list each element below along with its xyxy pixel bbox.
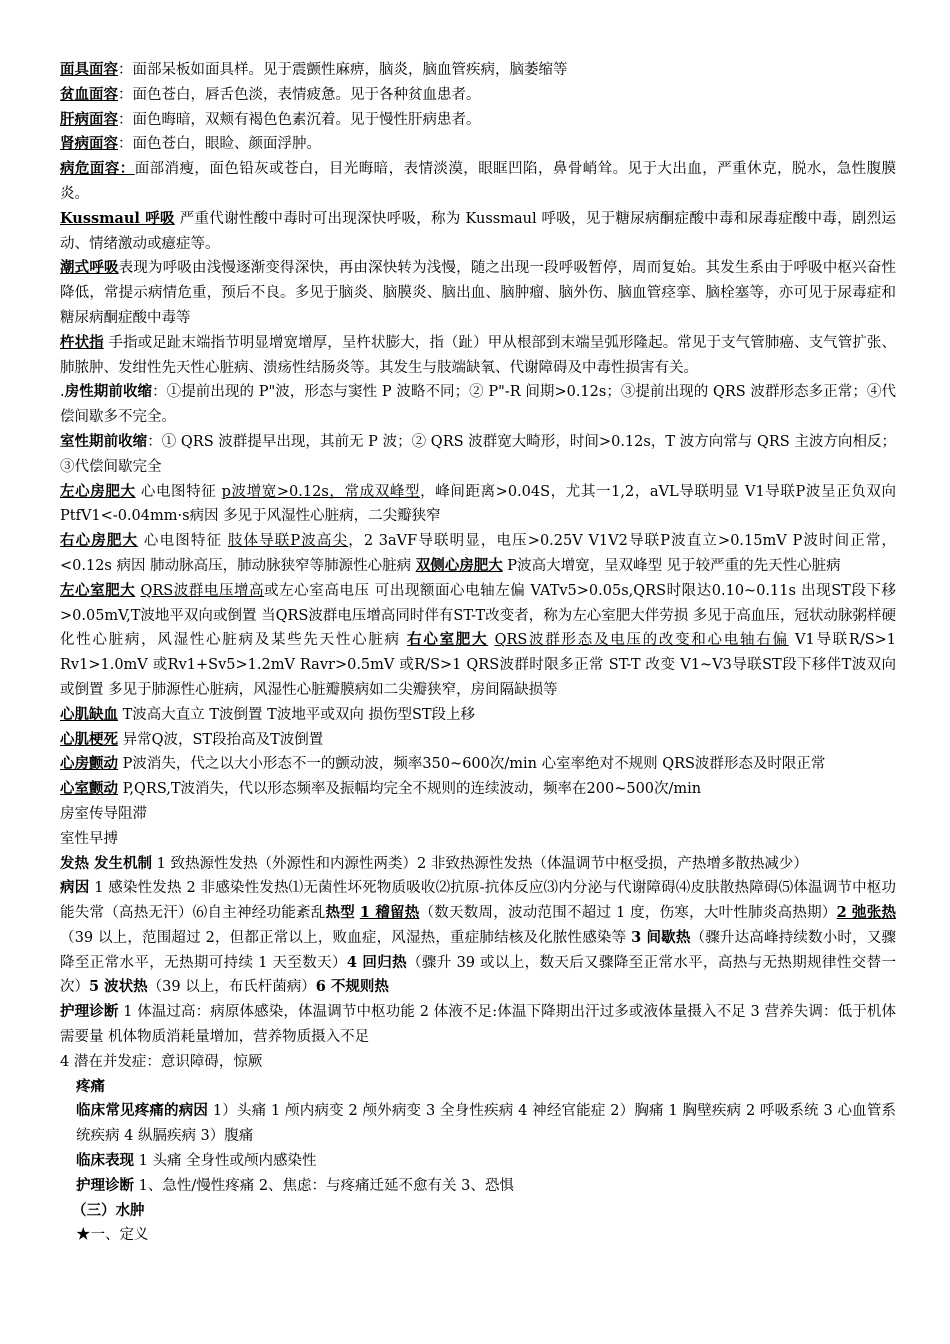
leading-dot: .	[60, 384, 65, 401]
term-heading: 心肌梗死	[60, 730, 118, 748]
paragraph-pain-causes	[60, 1099, 896, 1149]
paragraph-fever-causes	[60, 876, 896, 1000]
paragraph-myocardial-infarction	[60, 728, 896, 753]
paragraph-right-atrial-hypertrophy	[60, 529, 896, 579]
term-text: ，峰间距离>0.04S，尤其一1,2，aVL导联明显 V1导联P波呈正负双向PtfV1<-0.04mm·s病因 多见于风湿性心脏病，二尖瓣狭窄	[60, 483, 896, 525]
term-heading: 心室颤动	[60, 780, 118, 798]
term-text: P波高大增宽，呈双峰型 见于较严重的先天性心脏病	[502, 557, 841, 574]
paragraph-liver-face	[60, 108, 896, 133]
term-text: 心电图特征	[135, 483, 222, 500]
paragraph-tidal-breathing	[60, 256, 896, 330]
term-heading: 疼痛	[76, 1077, 105, 1095]
term-underlined: p波增宽>0.12s，常成双峰型	[221, 483, 421, 500]
term-text: （骤升达高峰持续数小时，又骤降至正常水平，无热期可持续 1 天至数天）	[60, 929, 897, 971]
paragraph-ventricular-premature	[60, 430, 896, 480]
term-text: T波高大直立 T波倒置 T波地平或双向 损伤型ST段上移	[118, 706, 476, 723]
term-heading: 2 弛张热	[836, 904, 897, 922]
term-heading: 心房颤动	[60, 755, 118, 773]
term-text: （39 以上，范围超过 2，但都正常以上，败血症，风湿热，重症肺结核及化脓性感染等	[60, 929, 632, 946]
paragraph-critical-face	[60, 157, 896, 207]
term-heading: 临床表现	[76, 1152, 134, 1170]
term-heading: 护理诊断	[76, 1176, 134, 1194]
term-heading: 左心室肥大	[60, 581, 136, 599]
term-heading: 护理诊断	[60, 1003, 119, 1021]
term-text: 心电图特征	[138, 533, 228, 550]
term-heading: 1 稽留热	[359, 904, 420, 922]
term-heading: 3 间歇热	[631, 928, 691, 946]
paragraph-pain-manifestations	[60, 1149, 896, 1174]
term-heading: 右心房肥大	[60, 532, 139, 550]
term-heading: 室性期前收缩	[60, 432, 148, 450]
document-page	[60, 58, 896, 1248]
paragraph-mask-face	[60, 58, 896, 83]
paragraph-myocardial-ischemia	[60, 703, 896, 728]
paragraph-fever-nursing-diagnosis	[60, 1000, 896, 1050]
term-text: 面部消瘦，面色铅灰或苍白，目光晦暗，表情淡漠，眼眶凹陷，鼻骨峭耸。见于大出血，严重休克，脱水，急性腹膜炎。	[60, 161, 897, 202]
term-heading: 面具面容	[60, 61, 118, 78]
paragraph-pain-nursing-diagnosis	[60, 1174, 896, 1199]
paragraph-anemia-face	[60, 83, 896, 108]
term-heading: 4 回归热	[346, 953, 407, 971]
term-heading: 病危面容：	[60, 160, 135, 178]
term-heading: 临床常见疼痛的病因	[76, 1102, 209, 1120]
term-text: （数天数周，波动范围不超过 1 度，伤寒，大叶性肺炎高热期）	[419, 905, 837, 922]
paragraph-left-atrial-hypertrophy	[60, 480, 896, 530]
section-definition-heading: ★一、定义	[76, 1227, 149, 1244]
section-edema-heading: （三）水肿	[72, 1201, 145, 1219]
paragraph-kussmaul	[60, 207, 896, 257]
term-text: V1导联R/S>1 Rv1>1.0mV 或Rv1+Sv5>1.2mV Ravr>0.5mV 或R/S>1 QRS波群时限多正常 ST-T 改变 V1~V3导联ST段下移伴T波双向或倒置 多见于肺源性心脏病，风湿性心脏瓣膜病如二尖瓣狭窄，房间隔缺损等	[60, 632, 897, 698]
paragraph-ventricular-fibrillation	[60, 777, 896, 802]
term-underlined: 肢体导联P波高尖	[227, 533, 349, 550]
term-text: 手指或足趾末端指节明显增宽增厚，呈杵状膨大，指（趾）甲从根部到末端呈弧形隆起。常见于支气管肺癌、支气管扩张、肺脓肿、发绀性先天性心脏病、溃疡性结肠炎等。其发生与肢端缺氧、代谢障碍及中毒性损害有关。	[60, 334, 897, 376]
term-heading: 5 波状热	[89, 978, 148, 996]
term-text: ：面色晦暗，双颊有褐色色素沉着。见于慢性肝病患者。	[118, 111, 481, 128]
term-text: 1 头痛 全身性或颅内感染性	[134, 1153, 317, 1170]
term-text: P,QRS,T波消失，代以形态频率及振幅均完全不规则的连续波动，频率在200~500次/min	[118, 781, 702, 798]
term-text: （39 以上，布氏杆菌病）	[147, 979, 316, 996]
term-heading: 6 不规则热	[315, 978, 389, 996]
term-text: 1 体温过高：病原体感染，体温调节中枢功能 2 体液不足:体温下降期出汗过多或液体量摄入不足 3 营养失调：低于机体需要量 机体物质消耗量增加，营养物质摄入不足	[60, 1004, 896, 1046]
paragraph-fever-mechanism	[60, 852, 896, 877]
paragraph-atrial-premature	[60, 380, 896, 430]
term-heading: 双侧心房肥大	[415, 556, 503, 574]
line-potential-complications: 4 潜在并发症：意识障碍，惊厥	[60, 1053, 263, 1070]
line-ventricular-premature-beat: 室性早搏	[60, 830, 118, 847]
term-text: （骤升 39 或以上，数天后又骤降至正常水平，高热与无热期规律性交替一次）	[60, 954, 896, 996]
term-heading: 左心房肥大	[60, 482, 136, 500]
paragraph-atrial-fibrillation	[60, 752, 896, 777]
term-text: 1 致热源性发热（外源性和内源性两类）2 非致热源性发热（体温调节中枢受损，产热增多散热减少）	[152, 855, 808, 872]
term-underlined: QRS波群电压增高	[140, 582, 265, 599]
term-heading: 贫血面容	[60, 85, 118, 103]
paragraph-clubbing	[60, 331, 896, 381]
paragraph-kidney-face	[60, 132, 896, 157]
term-heading: 房性期前收缩	[64, 383, 153, 401]
term-heading: 潮式呼吸	[60, 259, 119, 277]
term-text: ：面色苍白，眼睑、颜面浮肿。	[118, 136, 321, 153]
term-heading: Kussmaul 呼吸	[60, 209, 175, 227]
term-heading: 肝病面容	[60, 110, 118, 128]
term-heading: 病因	[60, 879, 90, 897]
term-heading: 肾病面容	[60, 135, 118, 153]
term-text: 异常Q波，ST段抬高及T波倒置	[118, 731, 324, 748]
term-text: 1 感染性发热 2 非感染性发热⑴无菌性坏死物质吸收⑵抗原-抗体反应⑶内分泌与代谢障碍⑷皮肤散热障碍⑸体温调节中枢功能失常（高热无汗）⑹自主神经功能紊乱	[60, 880, 896, 922]
term-text: 表现为呼吸由浅慢逐渐变得深快，再由深快转为浅慢，随之出现一段呼吸暂停，周而复始。其发生系由于呼吸中枢兴奋性降低，常提示病情危重，预后不良。多见于脑炎、脑膜炎、脑出血、脑肿瘤、脑外伤、脑血管痉挛、脑栓塞等，亦可见于尿毒症和糖尿病酮症酸中毒等	[60, 260, 897, 326]
term-text: ，2 3aVF导联明显，电压>0.25V V1V2导联P波直立>0.15mV P波时间正常，<0.12s 病因 肺动脉高压，肺动脉狭窄等肺源性心脏病	[60, 533, 897, 574]
term-text: ：① QRS 波群提早出现，其前无 P 波；② QRS 波群宽大畸形，时间>0.12s，T 波方向常与 QRS 主波方向相反；③代偿间歇完全	[60, 433, 897, 475]
term-text: 严重代谢性酸中毒时可出现深快呼吸，称为 Kussmaul 呼吸，见于糖尿病酮症酸中毒和尿毒症酸中毒，剧烈运动、情绪激动或癔症等。	[60, 210, 896, 252]
line-av-block: 房室传导阻滞	[60, 805, 147, 822]
paragraph-ventricular-hypertrophy	[60, 579, 896, 703]
term-text: 或左心室高电压 可出现额面心电轴左偏 VATv5>0.05s,QRS时限达0.10~0.11s 出现ST段下移>0.05mV,T波地平双向或倒置 当QRS波群电压增高同时伴有ST-T改变者，称为左心室肥大伴劳损 多见于高血压，冠状动脉粥样硬化性心脏病，风湿性心脏病及某些先天性心脏病	[60, 582, 896, 649]
term-heading: 杵状指	[60, 333, 104, 351]
term-heading: 发热 发生机制	[60, 854, 153, 872]
term-text: ：面部呆板如面具样。见于震颤性麻痹，脑炎，脑血管疾病，脑萎缩等	[118, 62, 568, 78]
term-heading: 心肌缺血	[60, 705, 118, 723]
term-heading: 右心室肥大	[407, 631, 489, 649]
term-heading: 热型	[325, 904, 355, 922]
term-text: ：①提前出现的 P"波，形态与窦性 P 波略不同；② P"-R 间期>0.12s；③提前出现的 QRS 波群形态多正常；④代偿间歇多不完全。	[60, 384, 896, 426]
term-underlined: QRS波群形态及电压的改变和心电轴右偏	[494, 632, 789, 649]
term-text: ：面色苍白，唇舌色淡，表情疲惫。见于各种贫血患者。	[118, 86, 481, 103]
term-text: 1、急性/慢性疼痛 2、焦虑：与疼痛迁延不愈有关 3、恐惧	[134, 1177, 514, 1194]
term-text: 1）头痛 1 颅内病变 2 颅外病变 3 全身性疾病 4 神经官能症 2）胸痛 1 胸壁疾病 2 呼吸系统 3 心血管系统疾病 4 纵膈疾病 3）腹痛	[76, 1103, 896, 1145]
section-pain-heading	[60, 1075, 896, 1100]
term-text: P波消失，代之以大小形态不一的颤动波，频率350~600次/min 心室率绝对不规则 QRS波群形态及时限正常	[118, 756, 826, 773]
